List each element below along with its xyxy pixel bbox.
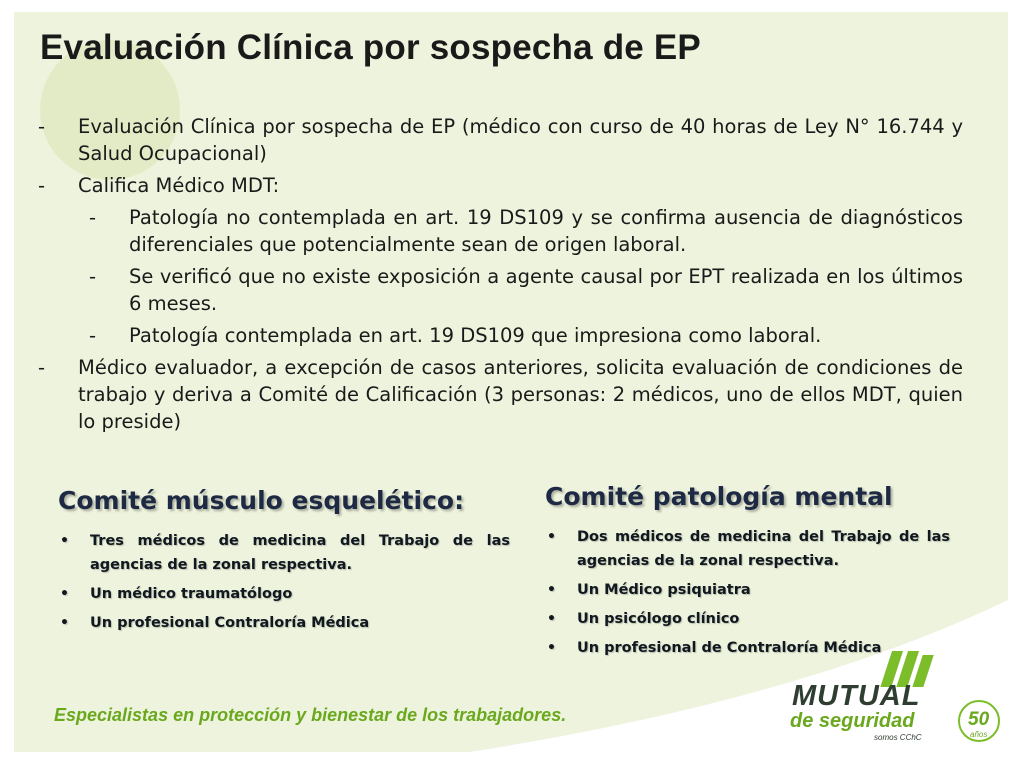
bullet-dot: • <box>60 586 69 602</box>
bullet-item <box>38 172 963 199</box>
committee-mental-health <box>545 482 950 665</box>
committee-member <box>58 582 510 606</box>
anniversary-number: 50 <box>968 709 990 730</box>
footer-tagline: Especialistas en protección y bienestar de los trabajadores. <box>54 705 567 725</box>
bullet-item <box>38 113 963 167</box>
bullet-text: Patología contemplada en art. 19 DS109 que impresiona como laboral. <box>129 324 822 347</box>
committee-member <box>545 525 950 573</box>
bullet-list <box>38 113 963 440</box>
member-text: Un psicólogo clínico <box>577 611 740 627</box>
sub-bullet-item <box>38 322 963 349</box>
dash-marker: - <box>89 206 97 229</box>
bullet-text: Se verificó que no existe exposición a agente causal por EPT realizada en los últimos 6 meses. <box>129 265 963 315</box>
bullet-text: Patología no contemplada en art. 19 DS109 y se confirma ausencia de diagnósticos diferenciales que potencialmente sean de origen laboral. <box>129 206 963 256</box>
member-text: Tres médicos de medicina del Trabajo de las agencias de la zonal respectiva. <box>90 533 510 573</box>
bullet-dot: • <box>547 611 556 627</box>
member-text: Dos médicos de medicina del Trabajo de las agencias de la zonal respectiva. <box>577 529 950 569</box>
committee-member-list <box>58 529 510 635</box>
committee-member <box>545 578 950 602</box>
bullet-item <box>38 354 963 435</box>
member-text: Un profesional de Contraloría Médica <box>577 640 882 656</box>
dash-marker: - <box>89 324 97 347</box>
committee-heading: Comité músculo esquelético: <box>58 486 465 515</box>
member-text: Un médico traumatólogo <box>90 586 293 602</box>
anniversary-word: años <box>970 730 988 739</box>
bullet-dot: • <box>547 582 556 598</box>
dash-marker: - <box>38 356 46 379</box>
dash-marker: - <box>89 265 97 288</box>
committee-member-list <box>545 525 950 660</box>
sub-bullet-item <box>38 204 963 258</box>
member-text: Un Médico psiquiatra <box>577 582 751 598</box>
committee-member <box>58 529 510 577</box>
committee-member <box>545 607 950 631</box>
bullet-text: Médico evaluador, a excepción de casos anteriores, solicita evaluación de condiciones de trabajo y deriva a Comité de Calificación (3 personas: 2 médicos, uno de ellos MDT, quien lo preside) <box>78 356 963 433</box>
dash-marker: - <box>38 115 46 138</box>
mutual-logo <box>788 645 1002 745</box>
bullet-text: Califica Médico MDT: <box>78 174 280 197</box>
bullet-dot: • <box>547 640 556 656</box>
sub-bullet-item <box>38 263 963 317</box>
committee-member <box>58 611 510 635</box>
logo-wordmark: MUTUAL <box>792 680 921 712</box>
committee-musculoskeletal <box>58 486 510 640</box>
bullet-text: Evaluación Clínica por sospecha de EP (médico con curso de 40 horas de Ley N° 16.744 y Salud Ocupacional) <box>78 115 963 165</box>
logo-tagline: somos CChC <box>874 733 922 742</box>
bullet-dot: • <box>60 533 69 549</box>
logo-subtitle: de seguridad <box>790 710 915 732</box>
committee-heading: Comité patología mental <box>545 482 893 511</box>
slide-title: Evaluación Clínica por sospecha de EP <box>40 28 701 67</box>
member-text: Un profesional Contraloría Médica <box>90 615 370 631</box>
dash-marker: - <box>38 174 46 197</box>
bullet-dot: • <box>547 529 556 545</box>
bullet-dot: • <box>60 615 69 631</box>
